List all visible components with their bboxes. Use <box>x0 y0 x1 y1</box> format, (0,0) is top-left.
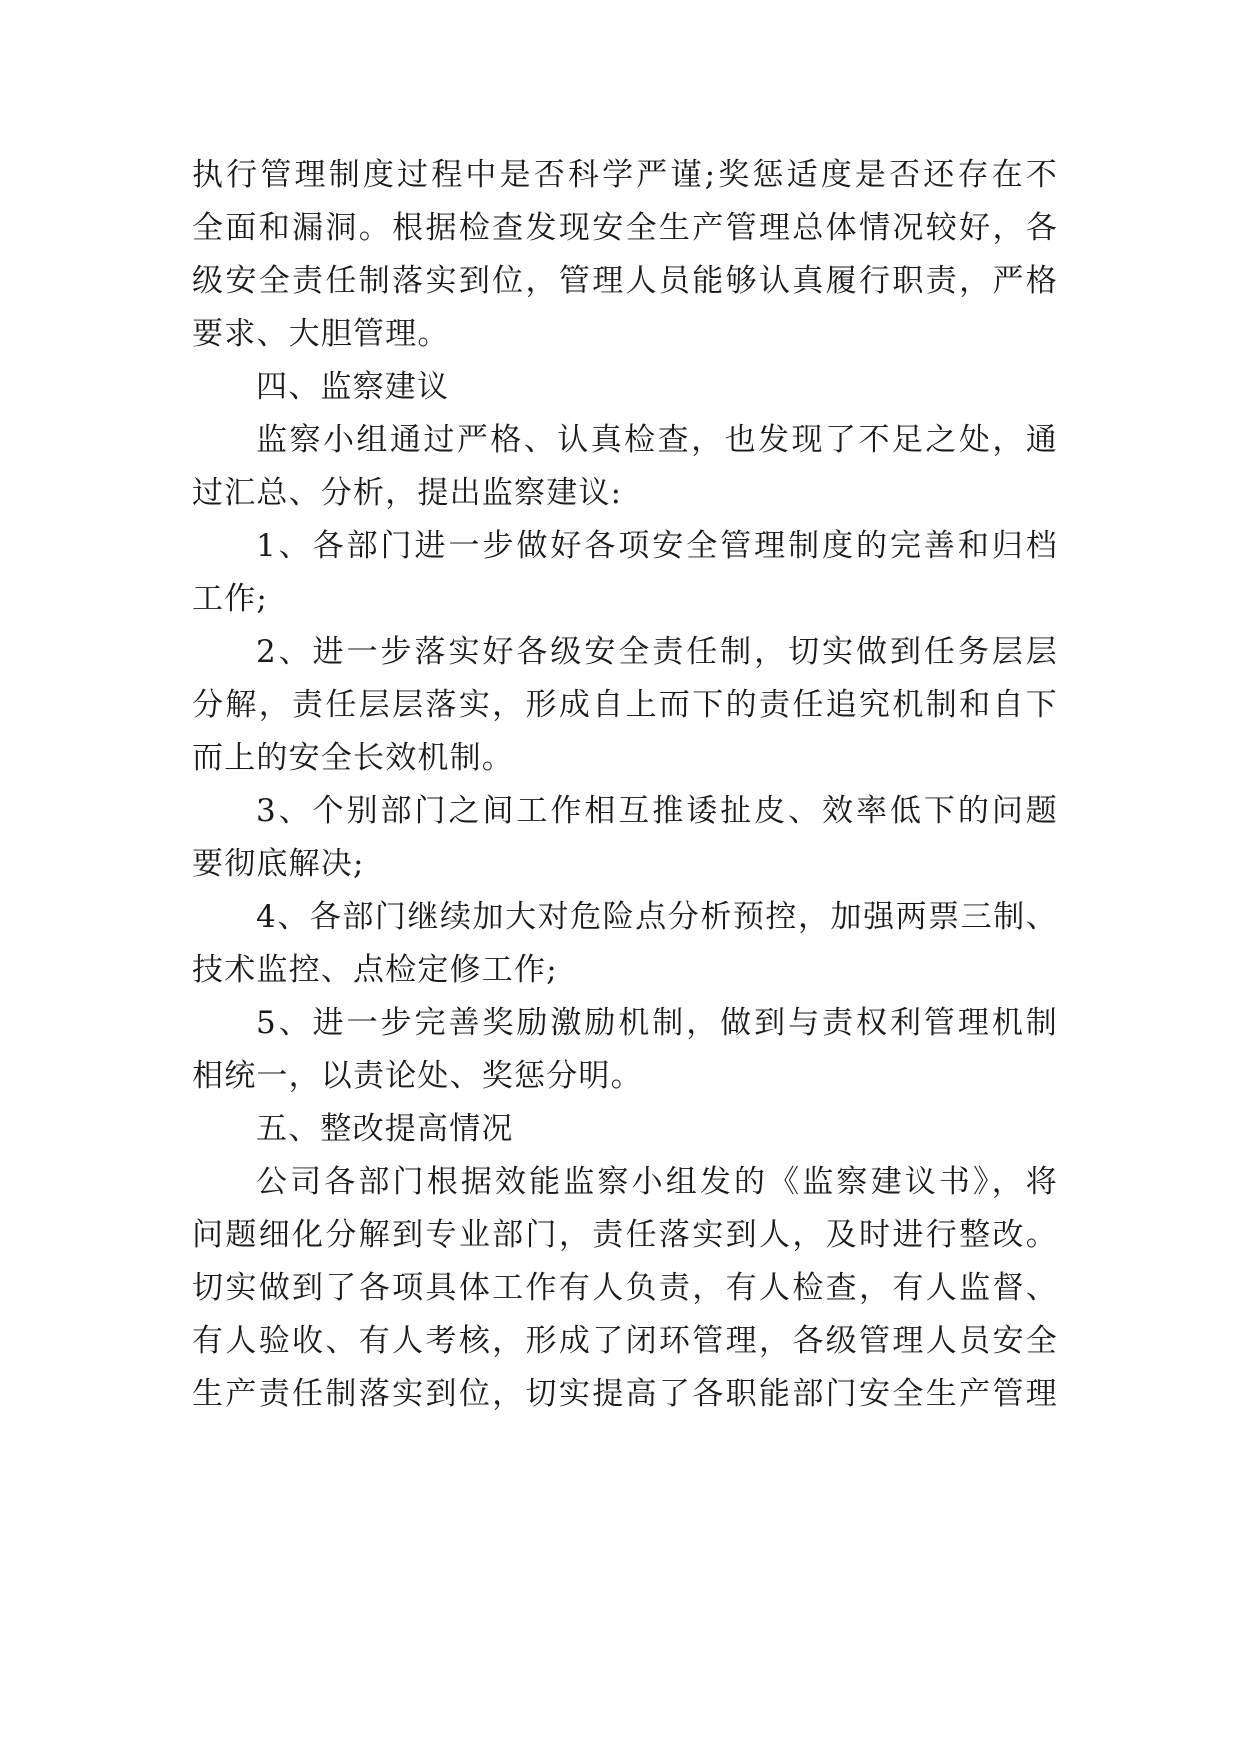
list-item-line: 分解，责任层层落实，形成自上而下的责任追究机制和自下 <box>192 687 1058 723</box>
list-item-line: 2、进一步落实好各级安全责任制，切实做到任务层层 <box>256 634 1058 670</box>
list-item-line: 技术监控、点检定修工作; <box>192 952 558 988</box>
body-line: 有人验收、有人考核，形成了闭环管理，各级管理人员安全 <box>192 1323 1058 1359</box>
list-item-line: 要彻底解决; <box>192 846 365 882</box>
list-item-line: 5、进一步完善奖励激励机制，做到与责权利管理机制 <box>256 1005 1058 1041</box>
section-heading: 四、监察建议 <box>256 369 450 405</box>
body-line: 执行管理制度过程中是否科学严谨;奖惩适度是否还存在不 <box>192 157 1058 193</box>
body-line: 级安全责任制落实到位，管理人员能够认真履行职责，严格 <box>192 263 1058 299</box>
body-line: 切实做到了各项具体工作有人负责，有人检查，有人监督、 <box>192 1270 1058 1306</box>
body-line: 要求、大胆管理。 <box>192 316 450 352</box>
body-line: 问题细化分解到专业部门，责任落实到人，及时进行整改。 <box>192 1217 1058 1253</box>
body-line: 生产责任制落实到位，切实提高了各职能部门安全生产管理 <box>192 1376 1058 1412</box>
list-item-line: 4、各部门继续加大对危险点分析预控，加强两票三制、 <box>256 899 1058 935</box>
list-item-line: 工作; <box>192 581 269 617</box>
body-line: 过汇总、分析，提出监察建议: <box>192 475 623 511</box>
section-heading: 五、整改提高情况 <box>256 1111 514 1147</box>
body-line: 全面和漏洞。根据检查发现安全生产管理总体情况较好，各 <box>192 210 1058 246</box>
body-line: 公司各部门根据效能监察小组发的《监察建议书》，将 <box>256 1164 1058 1200</box>
list-item-line: 1、各部门进一步做好各项安全管理制度的完善和归档 <box>256 528 1058 564</box>
list-item-line: 相统一，以责论处、奖惩分明。 <box>192 1058 643 1094</box>
list-item-line: 而上的安全长效机制。 <box>192 740 514 776</box>
list-item-line: 3、个别部门之间工作相互推诿扯皮、效率低下的问题 <box>256 793 1058 829</box>
body-line: 监察小组通过严格、认真检查，也发现了不足之处，通 <box>256 422 1058 458</box>
